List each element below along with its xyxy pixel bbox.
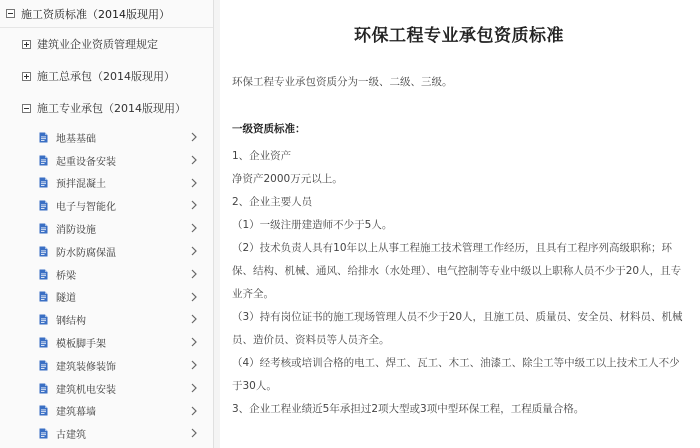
chevron-right-icon[interactable]: [189, 177, 199, 189]
paragraph: （4）经考核或培训合格的电工、焊工、瓦工、木工、油漆工、除尘工等中级工以上技术工人不少于30人。: [232, 357, 680, 392]
minus-box-icon[interactable]: [6, 9, 15, 18]
sidebar-item[interactable]: [0, 354, 213, 377]
document-icon: [39, 291, 48, 302]
sidebar-item-label: 桥梁: [56, 270, 76, 282]
paragraph: 2、企业主要人员: [232, 196, 313, 208]
paragraph: （1）一级注册建造师不少于5人。: [232, 219, 393, 231]
sidebar-item-label: 电子与智能化: [56, 202, 116, 214]
tree-root-label: 施工资质标准（2014版现用）: [21, 7, 170, 21]
document-icon: [39, 223, 48, 234]
document-icon: [39, 155, 48, 166]
document-icon: [39, 360, 48, 371]
document-icon: [39, 314, 48, 325]
sidebar-item-label: 起重设备安装: [56, 156, 116, 168]
chevron-right-icon[interactable]: [189, 382, 199, 394]
tree-node-label: 施工专业承包（2014版现用）: [37, 102, 186, 115]
chevron-right-icon[interactable]: [189, 245, 199, 257]
tree-node-general-contracting[interactable]: [0, 60, 213, 92]
sidebar-item[interactable]: [0, 400, 213, 423]
sidebar-item[interactable]: [0, 217, 213, 240]
document-icon: [39, 177, 48, 188]
sidebar-item[interactable]: [0, 286, 213, 309]
tree-node-label: 建筑业企业资质管理规定: [37, 38, 158, 51]
document-icon: [39, 405, 48, 416]
page-title: 环保工程专业承包资质标准: [354, 26, 564, 46]
intro-text: 环保工程专业承包资质分为一级、二级、三级。: [232, 76, 453, 88]
sidebar-item[interactable]: [0, 308, 213, 331]
sidebar-item[interactable]: [0, 331, 213, 354]
article-panel: [220, 0, 700, 448]
chevron-right-icon[interactable]: [189, 222, 199, 234]
document-icon: [39, 269, 48, 280]
chevron-right-icon[interactable]: [189, 313, 199, 325]
tree-node-label: 施工总承包（2014版现用）: [37, 70, 175, 83]
paragraph: （2）技术负责人具有10年以上从事工程施工技术管理工作经历，且具有工程序列高级职称；环保、结构、机械、通风、给排水（水处理）、电气控制等专业中级以上职称人员不少于20人，且专业齐全。: [232, 242, 682, 300]
sidebar-item-label: 建筑机电安装: [56, 384, 116, 396]
document-icon: [39, 337, 48, 348]
paragraph: （3）持有岗位证书的施工现场管理人员不少于20人，且施工员、质量员、安全员、材料员、机械员、造价员、资料员等人员齐全。: [232, 311, 683, 346]
sidebar-tree: [0, 0, 214, 448]
tree-root[interactable]: [0, 0, 213, 28]
sidebar-item[interactable]: [0, 149, 213, 172]
document-icon: [39, 246, 48, 257]
plus-box-icon[interactable]: [22, 40, 31, 49]
sidebar-item[interactable]: [0, 377, 213, 400]
section-heading: 一级资质标准：: [232, 123, 306, 135]
paragraph: 净资产2000万元以上。: [232, 173, 343, 185]
sidebar-item-label: 建筑幕墙: [56, 407, 96, 419]
sidebar-item-label: 古建筑: [56, 430, 86, 442]
sidebar-item[interactable]: [0, 263, 213, 286]
minus-box-icon[interactable]: [22, 104, 31, 113]
chevron-right-icon[interactable]: [189, 131, 199, 143]
sidebar-item-label: 隧道: [56, 293, 76, 305]
sidebar-item-label: 模板脚手架: [56, 339, 106, 351]
sidebar-item[interactable]: [0, 126, 213, 149]
plus-box-icon[interactable]: [22, 72, 31, 81]
chevron-right-icon[interactable]: [189, 291, 199, 303]
chevron-right-icon[interactable]: [189, 154, 199, 166]
sidebar-item[interactable]: [0, 172, 213, 195]
article-body: [232, 145, 686, 421]
tree-node-professional-contracting[interactable]: [0, 92, 213, 124]
chevron-right-icon[interactable]: [189, 405, 199, 417]
chevron-right-icon[interactable]: [189, 268, 199, 280]
document-icon: [39, 200, 48, 211]
sidebar-item[interactable]: [0, 422, 213, 445]
sidebar-item-label: 预拌混凝土: [56, 179, 106, 191]
paragraph: 3、企业工程业绩近5年承担过2项大型或3项中型环保工程，工程质量合格。: [232, 403, 585, 415]
document-icon: [39, 428, 48, 439]
sidebar-item-label: 钢结构: [56, 316, 86, 328]
sub-item-list: [0, 126, 213, 445]
paragraph: 1、企业资产: [232, 150, 292, 162]
tree-node-regulations[interactable]: [0, 28, 213, 60]
chevron-right-icon[interactable]: [189, 199, 199, 211]
sidebar-item-label: 建筑装修装饰: [56, 361, 116, 373]
chevron-right-icon[interactable]: [189, 336, 199, 348]
sidebar-item[interactable]: [0, 240, 213, 263]
sidebar-item[interactable]: [0, 194, 213, 217]
chevron-right-icon[interactable]: [189, 427, 199, 439]
sidebar-item-label: 地基基础: [56, 133, 96, 145]
document-icon: [39, 132, 48, 143]
chevron-right-icon[interactable]: [189, 359, 199, 371]
sidebar-item-label: 防水防腐保温: [56, 247, 116, 259]
sidebar-item-label: 消防设施: [56, 225, 96, 237]
document-icon: [39, 383, 48, 394]
